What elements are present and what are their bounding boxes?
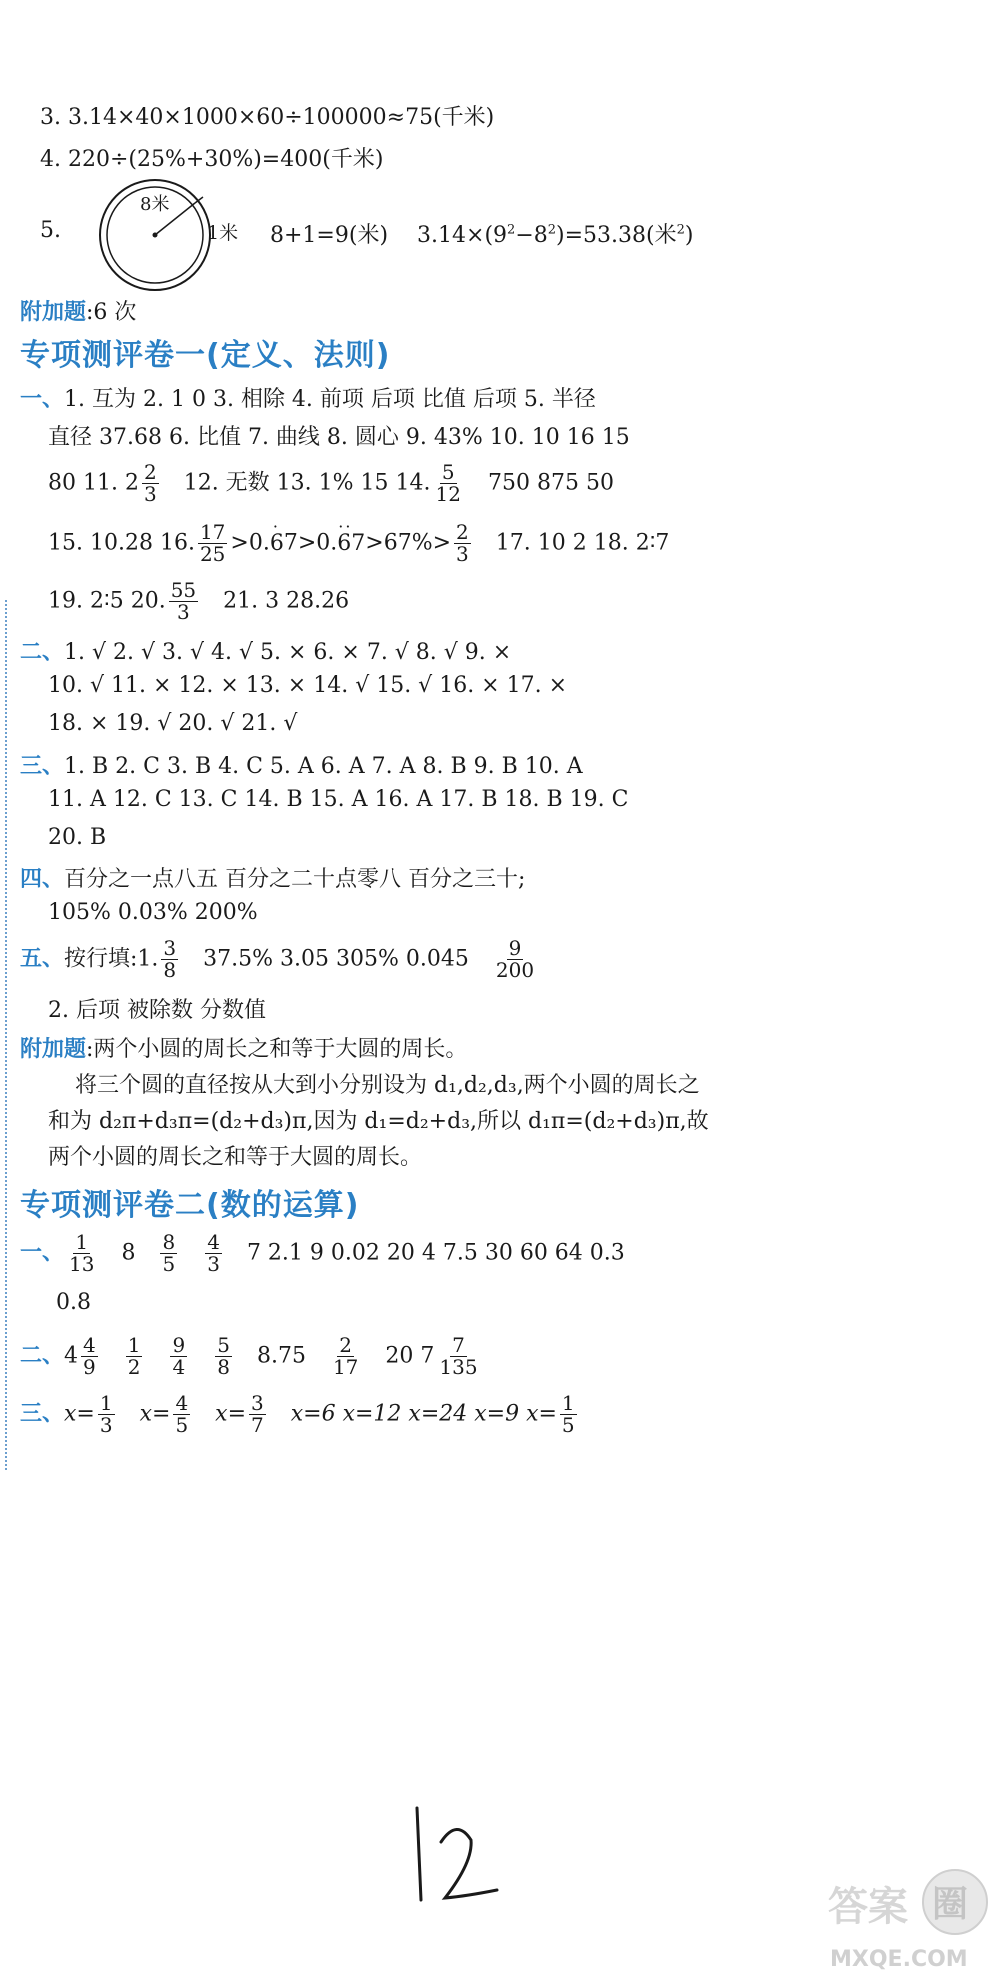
fraction [160, 1232, 177, 1275]
watermark-logo [820, 1850, 995, 1975]
denominator: 3 [99, 1413, 113, 1437]
denominator: 4 [172, 1355, 186, 1379]
answer-line-4: 4. 220÷(25%+30%)=400(千米) [40, 147, 384, 172]
denominator: 3 [456, 542, 469, 566]
part5-row1-a: 按行填:1. [64, 946, 159, 972]
part5-row1-b: 37.5% 3.05 305% 0.045 [203, 946, 469, 972]
area-calc-part1: 3.14×(9 [417, 223, 508, 248]
repeating-digit: · 6 [270, 531, 284, 556]
bonus-text: :6 次 [86, 300, 137, 325]
denominator: 200 [495, 958, 535, 982]
bonus-row3: 和为 d₂π+d₃π=(d₂+d₃)π,因为 d₁=d₂+d₃,所以 d₁π=(d₂+d₃)π,故 [48, 1109, 709, 1134]
bonus-label: 附加题 [20, 1037, 87, 1062]
denominator: 8 [163, 958, 177, 982]
part3-label: 三、 [20, 1401, 65, 1427]
part1-row4-g: 17. 10 2 18. 2∶7 [495, 530, 670, 556]
part3-row2: 11. A 12. C 13. C 14. B 15. A 16. A 17. B 18. B 19. C [48, 787, 629, 812]
part1-row4-b: >0. [230, 530, 270, 556]
numerator: 3 [251, 1391, 264, 1415]
part5-label: 五、 [20, 946, 65, 972]
denominator: 135 [439, 1355, 478, 1379]
fraction [560, 1393, 577, 1436]
fraction [249, 1393, 266, 1436]
numerator: 5 [217, 1333, 230, 1357]
denominator: 3 [143, 482, 157, 506]
numerator: 7 [452, 1333, 465, 1357]
s2-part1-row2: 0.8 [56, 1290, 91, 1315]
square-sup: 2 [547, 222, 557, 238]
svg-text:MXQE.COM: MXQE.COM [830, 1947, 968, 1972]
part4-row2: 105% 0.03% 200% [48, 900, 258, 925]
part1-row3-c: 750 875 50 [487, 470, 614, 496]
answer-line-5 [270, 218, 694, 249]
numerator: 9 [172, 1333, 186, 1357]
numerator: 17 [199, 520, 226, 544]
numerator: 4 [175, 1391, 189, 1415]
ring-width-label: 1米 [207, 222, 239, 244]
numerator: 2 [339, 1333, 353, 1357]
area-calc-part2: −8 [515, 223, 548, 248]
part2-row2: 10. √ 11. × 12. × 13. × 14. √ 15. √ 16. × 17. × [48, 673, 568, 698]
part1-row5 [48, 580, 349, 623]
part1-row3-b: 12. 无数 13. 1% 15 14. [183, 470, 431, 496]
fraction [198, 522, 227, 565]
denominator: 25 [199, 542, 226, 566]
values: 20 7 [385, 1343, 435, 1369]
value: 8.75 [256, 1343, 306, 1369]
answer-line-3: 3. 3.14×40×1000×60÷100000≈75(千米) [40, 105, 495, 130]
part2-row1-text: 1. √ 2. √ 3. √ 4. √ 5. × 6. × 7. √ 8. √ 9. × [64, 640, 512, 665]
part3-row1-text: 1. B 2. C 3. B 4. C 5. A 6. A 7. A 8. B 9. B 10. A [64, 754, 583, 779]
numerator: 1 [127, 1333, 141, 1357]
margin-dotted-line [5, 600, 7, 1470]
fraction [170, 1335, 187, 1378]
bonus-text: :两个小圆的周长之和等于大圆的周长。 [86, 1037, 468, 1062]
denominator: 7 [251, 1413, 264, 1437]
denominator: 9 [83, 1355, 96, 1379]
part5-row1 [20, 938, 539, 981]
section-title-2: 专项测评卷二(数的运算) [20, 1188, 360, 1223]
numerator: 4 [207, 1230, 220, 1254]
part3-row3: 20. B [48, 825, 107, 850]
part3-label: 三、 [20, 754, 65, 779]
denominator: 17 [332, 1355, 359, 1379]
fraction [205, 1232, 222, 1275]
part2-label: 二、 [20, 1343, 65, 1369]
part1-row3-a: 80 11. 2 [48, 470, 139, 496]
fraction [215, 1335, 232, 1378]
denominator: 8 [217, 1355, 230, 1379]
part1-label: 一、 [20, 1240, 65, 1266]
fraction [126, 1335, 143, 1378]
part1-row5-a: 19. 2∶5 20. [48, 588, 166, 614]
denominator: 2 [127, 1355, 141, 1379]
numerator: 9 [508, 936, 522, 960]
value: 8 [121, 1240, 136, 1266]
part4-row1 [20, 862, 525, 893]
equation-lhs: x= [139, 1401, 171, 1427]
area-calc-part4: ) [684, 223, 694, 248]
part2-row3: 18. × 19. √ 20. √ 21. √ [48, 711, 298, 736]
part1-row5-b: 21. 3 28.26 [223, 588, 350, 614]
numerator: 4 [83, 1333, 96, 1357]
numerator: 1 [561, 1391, 575, 1415]
s2-part3-row1 [20, 1393, 580, 1436]
part1-row4 [48, 522, 669, 565]
fraction [173, 1393, 190, 1436]
section-title-1: 专项测评卷一(定义、法则) [20, 338, 391, 373]
bonus-label: 附加题 [20, 300, 87, 325]
part1-row2: 直径 37.68 6. 比值 7. 曲线 8. 圆心 9. 43% 10. 10 16 15 [48, 425, 630, 450]
numerator: 5 [441, 460, 455, 484]
whole-number: 4 [64, 1343, 79, 1369]
part1-row4-f: >67%> [365, 530, 452, 556]
fraction [161, 938, 178, 981]
part1-label: 一、 [20, 387, 65, 412]
bonus-answer-2 [20, 1032, 467, 1063]
numerator: 1 [99, 1391, 113, 1415]
repeating-digits: ·· 67 [337, 531, 365, 556]
denominator: 5 [561, 1413, 575, 1437]
fraction [98, 1393, 115, 1436]
part1-row4-d: 7>0. [283, 530, 338, 556]
s2-part2-row1 [20, 1335, 483, 1378]
part1-row1-text: 1. 互为 2. 1 0 3. 相除 4. 前项 后项 比值 后项 5. 半径 [64, 387, 596, 412]
area-calc-part3: )=53.38(米 [556, 223, 677, 248]
numerator: 8 [162, 1230, 176, 1254]
fraction [67, 1232, 96, 1275]
equation-lhs: x= [64, 1401, 95, 1427]
svg-text:答案: 答案 [828, 1884, 908, 1930]
part4-label: 四、 [20, 867, 65, 892]
part1-row4-a: 15. 10.28 16. [48, 530, 195, 556]
part3-row1 [20, 749, 583, 780]
fraction [142, 462, 159, 505]
bonus-answer-1 [20, 295, 136, 326]
fraction [494, 938, 536, 981]
equation-answers: x=6 x=12 x=24 x=9 x= [290, 1401, 557, 1427]
part1-row3 [48, 462, 614, 505]
handwritten-page-number [395, 1800, 515, 1916]
denominator: 5 [162, 1252, 176, 1276]
denominator: 12 [435, 482, 461, 506]
numerator: 2 [456, 520, 469, 544]
part5-row2: 2. 后项 被除数 分数值 [48, 998, 266, 1023]
denominator: 5 [175, 1413, 189, 1437]
part4-row1-text: 百分之一点八五 百分之二十点零八 百分之三十; [64, 867, 526, 892]
answer-line-5-number: 5. [40, 218, 61, 243]
fraction [169, 580, 198, 623]
radius-label: 8米 [140, 194, 170, 215]
fraction [331, 1335, 360, 1378]
fraction [454, 522, 471, 565]
s2-part1-row1 [20, 1232, 625, 1275]
numerator: 55 [170, 578, 197, 602]
part1-row1 [20, 382, 596, 413]
square-sup: 2 [676, 222, 685, 238]
fraction [434, 462, 463, 505]
svg-text:圈: 圈 [932, 1884, 969, 1925]
outer-radius-calc: 8+1=9(米) [270, 223, 389, 248]
fraction [437, 1335, 479, 1378]
numerator: 1 [75, 1230, 89, 1254]
denominator: 3 [177, 600, 190, 624]
fraction [81, 1335, 98, 1378]
numerator: 2 [143, 460, 157, 484]
part2-label: 二、 [20, 640, 65, 665]
part2-row1 [20, 635, 511, 666]
denominator: 13 [69, 1252, 95, 1276]
bonus-row4: 两个小圆的周长之和等于大圆的周长。 [48, 1145, 423, 1170]
values: 7 2.1 9 0.02 20 4 7.5 30 60 64 0.3 [246, 1240, 625, 1266]
numerator: 3 [163, 936, 177, 960]
bonus-row2: 将三个圆的直径按从大到小分别设为 d₁,d₂,d₃,两个小圆的周长之 [75, 1073, 700, 1098]
equation-lhs: x= [215, 1401, 247, 1427]
square-sup: 2 [507, 222, 516, 238]
denominator: 3 [207, 1252, 220, 1276]
